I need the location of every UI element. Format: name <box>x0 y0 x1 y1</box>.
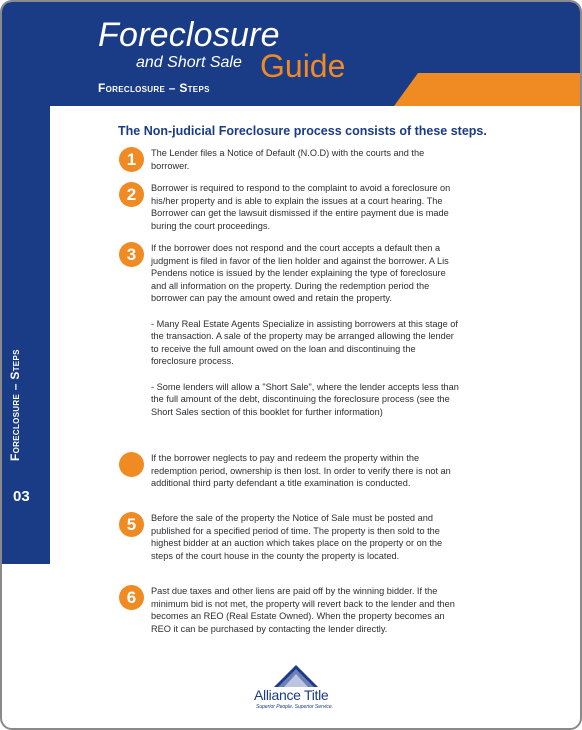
sidebar-tab <box>2 106 50 564</box>
step-text: - Some lenders will allow a "Short Sale", where the lender accepts less than the full amount of the debt, discontinuing the foreclosure process (see the Short Sales section of this booklet for further information) <box>151 381 459 417</box>
sidebar-section-label: Foreclosure – Steps <box>8 349 22 461</box>
step-6 <box>119 585 459 635</box>
step-number-badge: 5 <box>119 512 144 537</box>
step-2 <box>119 182 459 232</box>
step-number-badge: 3 <box>119 242 144 267</box>
step-1 <box>119 147 459 172</box>
alliance-title-logo <box>254 665 338 715</box>
title-foreclosure: Foreclosure <box>98 16 280 54</box>
header-section-label: Foreclosure – Steps <box>98 81 210 95</box>
header-banner <box>2 2 582 106</box>
step-number-badge <box>119 452 144 477</box>
step-text: The Lender files a Notice of Default (N.O.D) with the courts and the borrower. <box>151 148 425 171</box>
step-number-badge: 2 <box>119 182 144 207</box>
logo-tagline: Superior People. Superior Service. <box>256 704 333 710</box>
intro-heading: The Non-judicial Foreclosure process consists of these steps. <box>118 124 487 138</box>
step-text: Before the sale of the property the Notice of Sale must be posted and published for a specified period of time. The property is then sold to the highest bidder at an auction which takes place on the property or on the steps of the court house in the county the property is located. <box>151 513 443 561</box>
header-orange-accent <box>394 73 582 106</box>
logo-mark-icon <box>274 665 318 687</box>
step-text: Borrower is required to respond to the complaint to avoid a foreclosure on his/her property and is able to explain the issues at a court hearing. The Borrower can get the lawsuit dismissed if the entire payment due is made buring the court proceedings. <box>151 183 451 231</box>
step-3 <box>119 242 459 418</box>
step-4 <box>119 452 459 490</box>
step-5 <box>119 512 459 562</box>
step-text: - Many Real Estate Agents Specialize in assisting borrowers at this stage of the transaction. A sale of the property may be arranged allowing the lender to receive the full amount owed on the loan and discontinuing the foreclosure process. <box>151 318 458 367</box>
title-subtitle: and Short Sale <box>136 54 242 71</box>
step-text: If the borrower neglects to pay and redeem the property within the redemption period, ownership is then lost. In order to verify there is not an additional third party defendant a title examination is conducted. <box>151 453 451 489</box>
page-number: 03 <box>13 488 30 505</box>
logo-name: Alliance Title <box>254 687 329 703</box>
step-text: Past due taxes and other liens are paid off by the winning bidder. If the minimum bid is not met, the property will revert back to the lender and then becomes an REO (Real Estate Owned). When the property becomes an REO it can be purchased by contacting the lender directly. <box>151 586 455 634</box>
step-number-badge: 1 <box>119 147 144 172</box>
step-number-badge: 6 <box>119 585 144 610</box>
step-text: If the borrower does not respond and the court accepts a default then a judgment is filed in favor of the lien holder and against the borrower. A Lis Pendens notice is issued by the lender explaining the type of foreclosure and all information on the property. During the redemption period the borrower can pay the amount owed and retain the property. <box>151 243 449 304</box>
title-guide: Guide <box>260 48 346 84</box>
